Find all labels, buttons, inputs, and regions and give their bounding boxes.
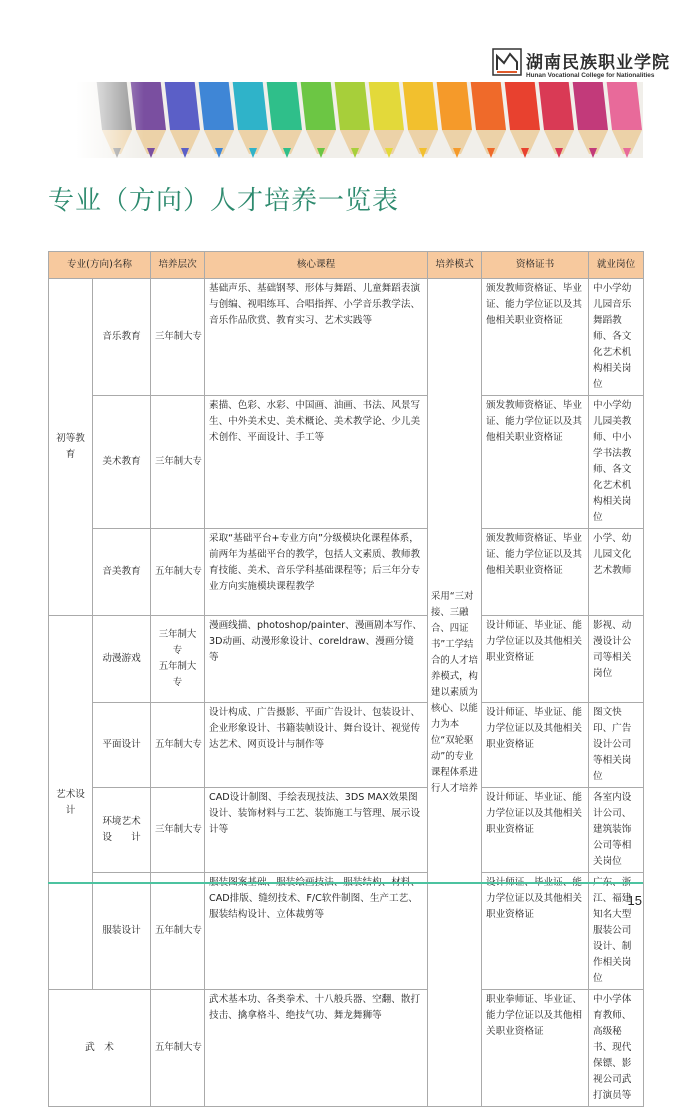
- header-certificate: 资格证书: [482, 252, 589, 279]
- certificate-cell: 设计师证、毕业证、能力学位证以及其他相关职业资格证: [482, 616, 589, 703]
- major-name: 动漫游戏: [93, 616, 151, 703]
- major-name: 音乐教育: [93, 279, 151, 396]
- major-name: 服装设计: [93, 873, 151, 990]
- header-jobs: 就业岗位: [589, 252, 644, 279]
- pencils-image: [76, 82, 643, 158]
- courses-cell: CAD设计制图、手绘表现技法、3DS MAX效果图设计、装饰材料与工艺、装饰施工与管理、展示设计等: [205, 788, 428, 873]
- college-logo: [492, 44, 670, 82]
- table-row: [49, 279, 644, 396]
- major-name: 美术教育: [93, 396, 151, 529]
- table-header-row: [49, 252, 644, 279]
- level-cell: 五年制大专: [151, 529, 205, 616]
- level-cell: 三年制大专 五年制大专: [151, 616, 205, 703]
- courses-cell: 采取“基础平台+专业方向”分级模块化课程体系，前两年为基础平台的教学，包括人文素质、教师教育技能、美术、音乐学科基础课程等；后三年分专业方向实施模块课程教学: [205, 529, 428, 616]
- jobs-cell: 中小学体育教师、高级秘书、现代保镖、影视公司武打演员等: [589, 990, 644, 1107]
- table-row: [49, 990, 644, 1107]
- jobs-cell: 中小学幼儿园美教师、中小学书法教师、各文化艺术机构相关岗位: [589, 396, 644, 529]
- pencils-banner: [76, 82, 643, 158]
- major-name: 环境艺术 设 计: [93, 788, 151, 873]
- training-mode-cell: 采用“三对接、三融合、四证书”工学结合的人才培养模式，构建以素质为核心、以能力为本位“双轮驱动”的专业课程体系进行人才培养: [428, 279, 482, 1107]
- table-row: [49, 788, 644, 873]
- courses-cell: CAD排版、缝纫技术、F/C软件制图、生产工艺、服装结构设计、立体裁剪等: [205, 873, 428, 990]
- page-number: 15: [627, 893, 642, 908]
- major-name: 音美教育: [93, 529, 151, 616]
- page-title: 专业（方向）人才培养一览表: [48, 186, 400, 216]
- group-name: 武 术: [49, 990, 151, 1107]
- table-row: [49, 396, 644, 529]
- certificate-cell: 设计师证、毕业证、能力学位证以及其他相关职业资格证: [482, 703, 589, 788]
- jobs-cell: 图文快印、广告设计公司等相关岗位: [589, 703, 644, 788]
- courses-cell: 设计构成、广告摄影、平面广告设计、包装设计、企业形象设计、书籍装帧设计、舞台设计、视觉传达艺术、网页设计与制作等: [205, 703, 428, 788]
- table-row: [49, 616, 644, 703]
- table-row: [49, 529, 644, 616]
- courses-cell: 武术基本功、各类拳术、十八般兵器、空翻、散打技击、擒拿格斗、绝技气功、舞龙舞狮等: [205, 990, 428, 1107]
- certificate-cell: 职业拳师证、毕业证、能力学位证以及其他相关职业资格证: [482, 990, 589, 1107]
- table-row: [49, 703, 644, 788]
- header-courses: 核心课程: [205, 252, 428, 279]
- courses-cell: 漫画线描、photoshop/painter、漫画剧本写作、3D动画、动漫形象设计、coreldraw、漫画分镜等: [205, 616, 428, 703]
- jobs-cell: 江、福建知名大型服装公司设计、制作相关岗位: [589, 873, 644, 990]
- courses-cell: 基础声乐、基础钢琴、形体与舞蹈、儿童舞蹈表演与创编、视唱练耳、合唱指挥、小学音乐教学法、音乐作品欣赏、教育实习、艺术实践等: [205, 279, 428, 396]
- level-cell: 五年制大专: [151, 990, 205, 1107]
- certificate-cell: 颁发教师资格证、毕业证、能力学位证以及其他相关职业资格证: [482, 396, 589, 529]
- jobs-cell: 中小学幼儿园音乐舞蹈教师、各文化艺术机构相关岗位: [589, 279, 644, 396]
- level-cell: 三年制大专: [151, 396, 205, 529]
- level-cell: 五年制大专: [151, 703, 205, 788]
- header-level: 培养层次: [151, 252, 205, 279]
- jobs-cell: 影视、动漫设计公司等相关岗位: [589, 616, 644, 703]
- level-cell: 三年制大专: [151, 279, 205, 396]
- certificate-cell: 设计师证、毕业证、能力学位证以及其他相关职业资格证: [482, 788, 589, 873]
- certificate-cell: 颁发教师资格证、毕业证、能力学位证以及其他相关职业资格证: [482, 529, 589, 616]
- certificate-cell: 力学位证以及其他相关职业资格证: [482, 873, 589, 990]
- level-cell: 五年制大专: [151, 873, 205, 990]
- level-cell: 三年制大专: [151, 788, 205, 873]
- certificate-cell: 颁发教师资格证、毕业证、能力学位证以及其他相关职业资格证: [482, 279, 589, 396]
- logo-chinese-name: 湖南民族职业学院: [526, 53, 670, 73]
- group-name: 初等教育: [49, 279, 93, 616]
- group-name: 艺术设计: [49, 616, 93, 990]
- jobs-cell: 各室内设计公司、建筑装饰公司等相关岗位: [589, 788, 644, 873]
- college-emblem-icon: [492, 48, 522, 76]
- jobs-cell: 小学、幼儿园文化艺术教师: [589, 529, 644, 616]
- programs-table: [48, 251, 644, 1107]
- table-row: [49, 873, 644, 990]
- courses-cell: 素描、色彩、水彩、中国画、油画、书法、风景写生、中外美术史、美术概论、美术教学论、少儿美术创作、平面设计、手工等: [205, 396, 428, 529]
- logo-english-name: Hunan Vocational College for Nationalities: [526, 72, 655, 79]
- header-mode: 培养模式: [428, 252, 482, 279]
- header-major: 专业(方向)名称: [49, 252, 151, 279]
- footer-divider: [48, 882, 643, 884]
- major-name: 平面设计: [93, 703, 151, 788]
